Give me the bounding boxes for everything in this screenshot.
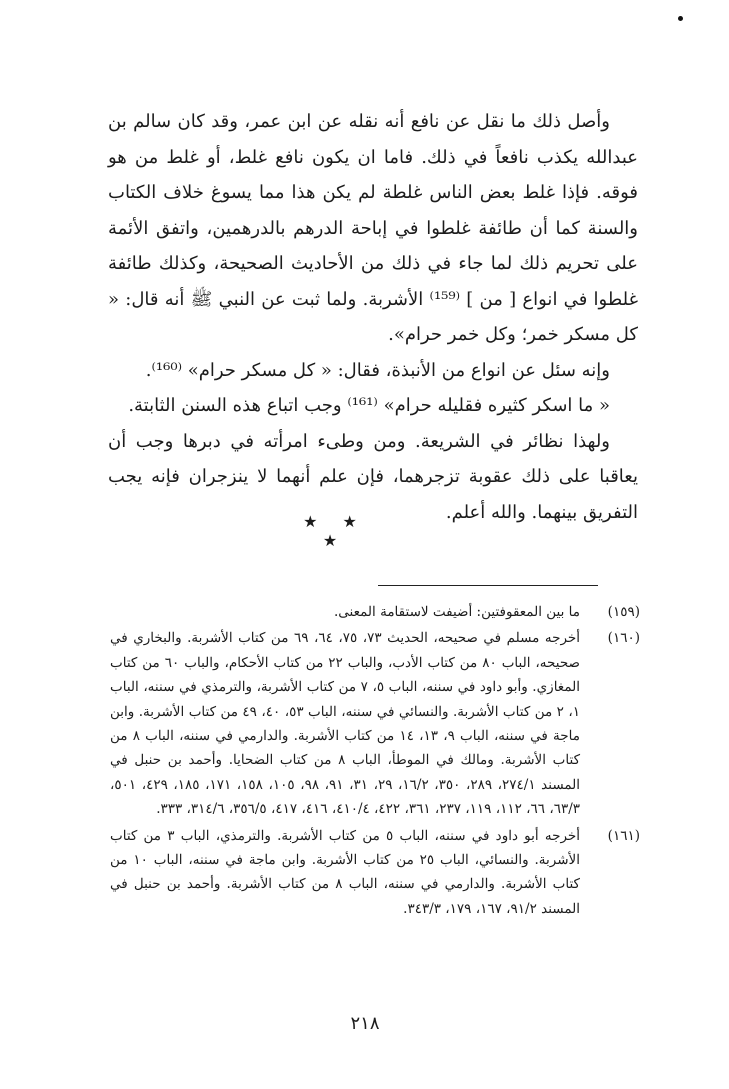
footnote-divider [378,585,598,586]
footnote-number: (١٦١) [607,827,640,844]
footnote-159 [110,600,640,624]
footnote-160 [110,626,640,821]
paragraph-4: ولهذا نظائر في الشريعة. ومن وطىء امرأته في دبرها وجب أن يعاقبا على ذلك عقوبة تزجرهما، فإن علم أنهما لا ينزجران فإنه يجب التفريق بينهما. والله أعلم. [108,430,638,523]
paragraph-2: وإنه سئل عن انواع من الأنبذة، فقال: « كل مسكر حرام» ⁽¹⁶⁰⁾. [145,359,610,381]
page-mark-dot [678,16,683,21]
section-separator-stars: ★ ★ ★ [303,512,367,550]
paragraph-1: وأصل ذلك ما نقل عن نافع أنه نقله عن ابن عمر، وقد كان سالم بن عبدالله يكذب نافعاً في ذلك. فاما ان يكون نافع غلط، أو غلط من هو فوقه. فإذا غلط بعض الناس غلطة لم يكن هذا مما يسوغ خلاف الكتاب والسنة كما أن طائفة غلطوا في إباحة الدرهم بالدرهمين، واتفق الأئمة على تحريم ذلك لما جاء في ذلك من الأحاديث الصحيحة، وكذلك طائفة غلطوا في انواع [ من ] ⁽¹⁵⁹⁾ الأشربة. ولما ثبت عن النبي ﷺ أنه قال: « كل مسكر خمر؛ وكل خمر حرام». [108,111,638,345]
paragraph-3: « ما اسكر كثيره فقليله حرام» ⁽¹⁶¹⁾ وجب اتباع هذه السنن الثابتة. [128,395,610,416]
footnote-text: أخرجه مسلم في صحيحه، الحديث ٧٣، ٧٥، ٦٤، ٦٩ من كتاب الأشربة. والبخاري في صحيحه، الباب ٨٠ من كتاب الأدب، والباب ٢٢ من كتاب الأحكام، والباب ٦٠ من كتاب المغازي. وأبو داود في سننه، الباب ٥، ٧ من كتاب الأشربة، والترمذي في سننه، الباب ١، ٢ من كتاب الأشربة. والنسائي في سننه، الباب ٥٣، ٤٠، ٤٩ من كتاب الأشربة. وابن ماجة في سننه، الباب ٩، ١٣، ١٤ من كتاب الأشربة. والدارمي في سننه، الباب ٨ من كتاب الأشربة. ومالك في الموطأ، الباب ٨ من كتاب الضحايا. وأحمد بن حنبل في المسند ٢٧٤/١، ٢٨٩، ٣٥٠، ١٦/٢، ٢٩، ٣١، ٩١، ٩٨، ١٠٥، ١٥٨، ١٧١، ١٨٥، ٤٢٩، ٥٠١، ٦٣/٣، ٦٦، ١١٢، ١١٩، ٢٣٧، ٣٦١، ٤٢٢، ٤١٠/٤، ٤١٦، ٤١٧، ٣٥٦/٥، ٣١٤/٦، ٣٣٣. [110,630,581,818]
footnote-number: (١٦٠) [607,630,640,647]
footnote-text: أخرجه أبو داود في سننه، الباب ٥ من كتاب الأشربة. والترمذي، الباب ٣ من كتاب الأشربة. والنسائي، الباب ٢٥ من كتاب الأشربة. وابن ماجة في سننه، الباب ١٠ من كتاب الأشربة. والدارمي في سننه، الباب ٨ من كتاب الأشربة. وأحمد بن حنبل في المسند ٩١/٢، ١٦٧، ١٧٩، ٣٤٣/٣. [110,827,581,917]
page-number: ٢١٨ [350,1013,380,1034]
footnotes [110,600,640,923]
footnote-text: ما بين المعقوفتين: أضيفت لاستقامة المعنى. [334,604,580,620]
footnote-number: (١٥٩) [607,604,640,620]
footnote-161 [110,824,640,922]
main-text [108,104,638,530]
